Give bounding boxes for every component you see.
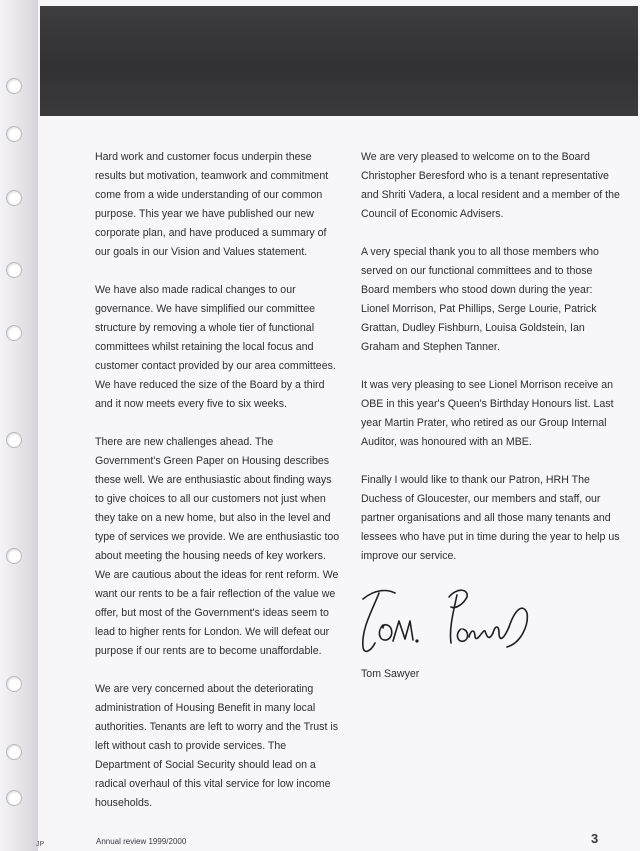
header-band	[40, 6, 638, 116]
punch-hole	[6, 190, 22, 206]
punch-hole	[6, 262, 22, 278]
punch-hole	[6, 432, 22, 448]
right-column	[361, 148, 623, 684]
punch-hole	[6, 548, 22, 564]
paragraph: A very special thank you to all those members who served on our functional committees and to those Board members who stood down during the year: Lionel Morrison, Pat Phillips, Serge Lourie, Patrick Grattan, Dudley Fishburn, Louisa Goldstein, Ian Graham and Stephen Tanner.	[361, 246, 599, 353]
left-column	[95, 148, 341, 832]
paragraph: We are very pleased to welcome on to the Board Christopher Beresford who is a tenant representative and Shriti Vadera, a local resident and a member of the Council of Economic Advisers.	[361, 151, 620, 220]
punch-hole	[6, 676, 22, 692]
paragraph: Hard work and customer focus underpin these results but motivation, teamwork and commitment come from a wide understanding of our common purpose. This year we have published our new corporate plan, and have produced a summary of our goals in our Vision and Values statement.	[95, 151, 329, 258]
punch-hole	[6, 790, 22, 806]
signer-name: Tom Sawyer	[361, 668, 420, 680]
margin-initials: JP	[36, 841, 45, 848]
handwritten-signature	[353, 585, 553, 661]
paragraph: It was very pleasing to see Lionel Morrison receive an OBE in this year's Queen's Birthday Honours list. Last year Martin Prater, who retired as our Group Internal Auditor, was honoured with an MBE.	[361, 379, 614, 448]
sheet-protector-edge	[0, 0, 39, 851]
paragraph: Finally I would like to thank our Patron, HRH The Duchess of Gloucester, our members and staff, our partner organisations and all those many tenants and lessees who have put in time during the year to help us improve our service.	[361, 474, 620, 562]
punch-hole	[6, 744, 22, 760]
paragraph: We are very concerned about the deteriorating administration of Housing Benefit in many local authorities. Tenants are left to worry and the Trust is left without cash to provide services. The Department of Social Security should lead on a radical overhaul of this vital service for low income households.	[95, 683, 338, 809]
page-number: 3	[591, 831, 599, 846]
punch-hole	[6, 126, 22, 142]
publication-footer: Annual review 1999/2000	[96, 837, 187, 846]
punch-hole	[6, 78, 22, 94]
paragraph: We have also made radical changes to our governance. We have simplified our committee structure by removing a whole tier of functional committees whilst retaining the local focus and customer contact provided by our area committees. We have reduced the size of the Board by a third and it now meets every five to six weeks.	[95, 284, 336, 410]
punch-hole	[6, 325, 22, 341]
paragraph: There are new challenges ahead. The Government's Green Paper on Housing describes these well. We are enthusiastic about finding ways to give choices to all our customers not just when they take on a new home, but also in the level and type of services we provide. We are enthusiastic too about meeting the housing needs of key workers. We are cautious about the ideas for rent reform. We want our rents to be a fair reflection of the value we offer, but most of the Government's ideas seem to lead to higher rents for London. We will defeat our purpose if our rents are to become unaffordable.	[95, 436, 340, 657]
